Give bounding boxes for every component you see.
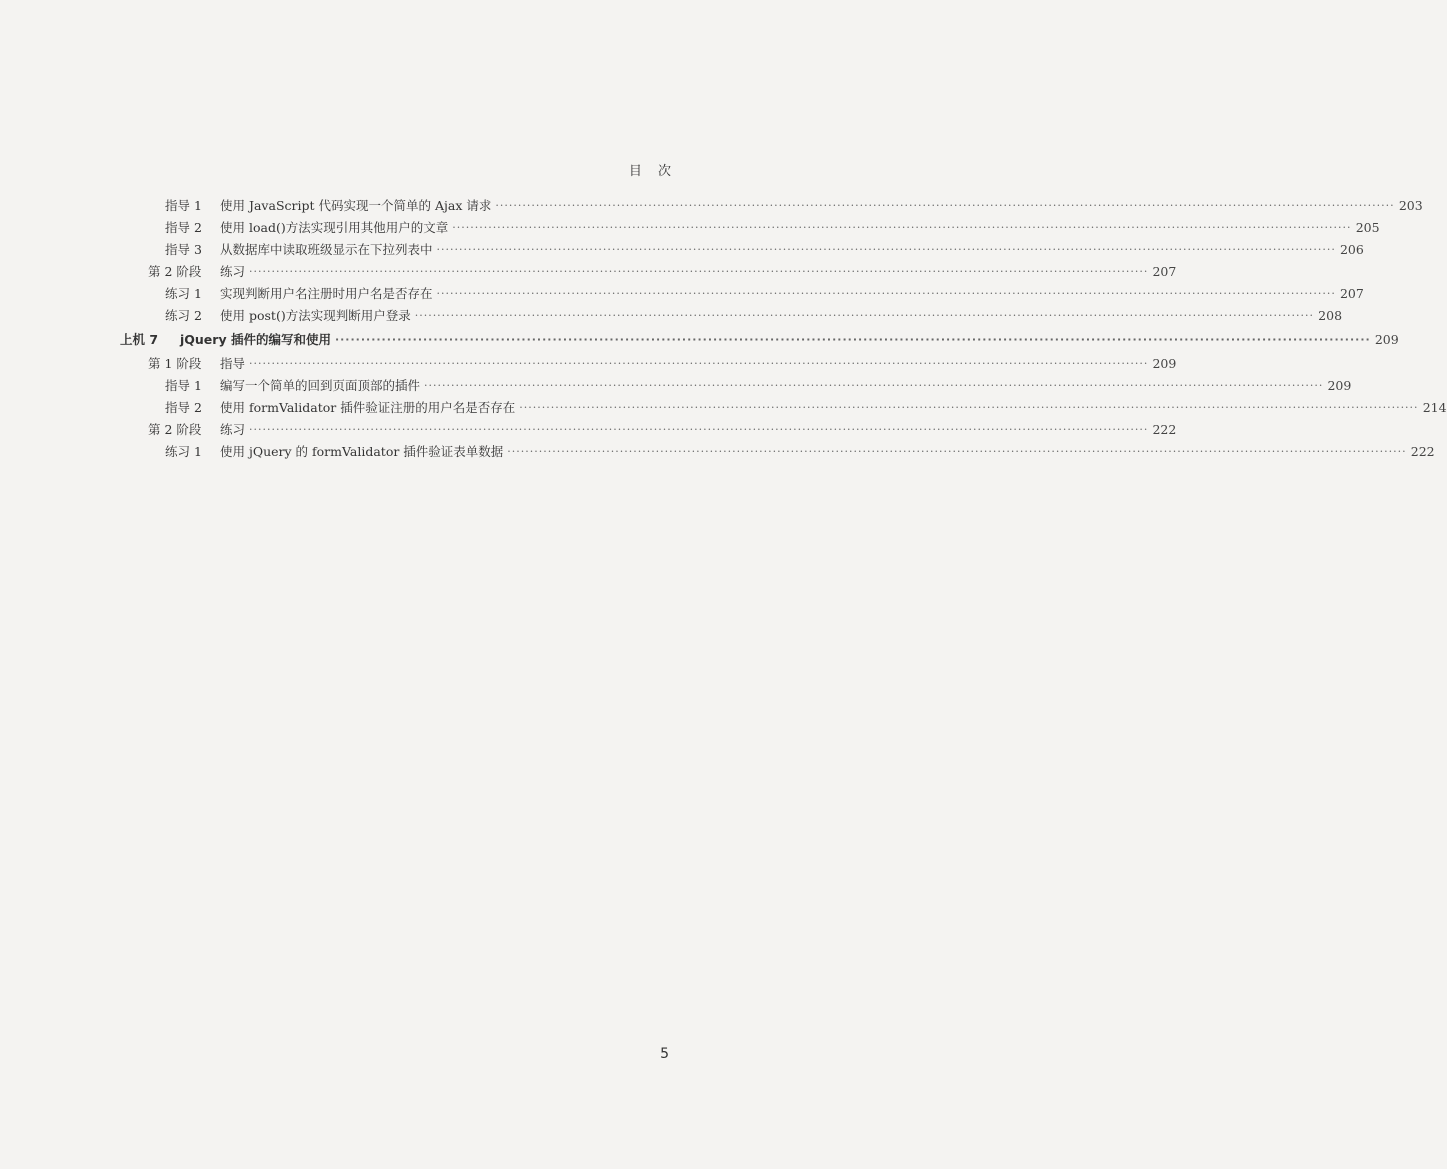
leader-dots: ········································································································································································································ — [249, 265, 1149, 278]
leader-dots: ········································································································································································································ — [249, 423, 1149, 436]
entry-title: 使用 post()方法实现判断用户登录 — [220, 308, 411, 323]
entry-page: 209 — [1152, 356, 1177, 371]
toc-entry — [148, 354, 1177, 374]
leader-dots: ········································································································································································································ — [436, 287, 1336, 300]
entry-number: 练习 1 — [165, 444, 202, 459]
entry-title: 编写一个简单的回到页面顶部的插件 — [220, 378, 421, 393]
entry-number: 指导 3 — [165, 242, 202, 257]
entry-title: 实现判断用户名注册时用户名是否存在 — [220, 286, 433, 301]
leader-dots: ········································································································································································································ — [249, 357, 1149, 370]
entry-number: 上机 7 — [120, 332, 159, 347]
entry-number: 指导 1 — [165, 378, 202, 393]
entry-title: 指导 — [220, 356, 246, 371]
toc-entry — [165, 376, 1352, 396]
entry-number: 指导 2 — [165, 220, 202, 235]
running-header: 目 次 — [628, 164, 677, 179]
leader-dots: ········································································································································································································ — [519, 401, 1419, 414]
toc-entry — [165, 398, 1447, 418]
leader-dots: ········································································································································································································ — [436, 243, 1336, 256]
toc-entry — [165, 442, 1435, 462]
entry-page: 222 — [1152, 422, 1177, 437]
toc-entry — [165, 284, 1364, 304]
entry-number: 第 2 阶段 — [148, 422, 202, 437]
entry-page: 208 — [1318, 308, 1343, 323]
entry-page: 214 — [1422, 400, 1447, 415]
entry-page: 207 — [1339, 286, 1364, 301]
entry-number: 指导 2 — [165, 400, 202, 415]
toc-chapter-entry — [120, 330, 1399, 350]
leader-dots: ········································································································································································································ — [507, 445, 1407, 458]
entry-title: 使用 formValidator 插件验证注册的用户名是否存在 — [220, 400, 516, 415]
entry-page: 222 — [1410, 444, 1435, 459]
leader-dots: ········································································································································································································ — [424, 379, 1324, 392]
entry-page: 203 — [1398, 198, 1423, 213]
entry-page: 207 — [1152, 264, 1177, 279]
entry-page: 209 — [1327, 378, 1352, 393]
entry-page: 205 — [1355, 220, 1380, 235]
toc-entry — [165, 240, 1364, 260]
entry-number: 第 1 阶段 — [148, 356, 202, 371]
entry-number: 指导 1 — [165, 198, 202, 213]
toc-entry — [148, 262, 1177, 282]
entry-number: 练习 2 — [165, 308, 202, 323]
entry-page: 209 — [1374, 332, 1399, 347]
leader-dots: ········································································································································································································ — [334, 333, 1371, 346]
entry-title: 使用 jQuery 的 formValidator 插件验证表单数据 — [220, 444, 504, 459]
entry-title: 使用 load()方法实现引用其他用户的文章 — [220, 220, 449, 235]
entry-title: 练习 — [220, 264, 246, 279]
toc-entry — [165, 196, 1423, 216]
entry-title: 练习 — [220, 422, 246, 437]
entry-page: 206 — [1339, 242, 1364, 257]
entry-title: 使用 JavaScript 代码实现一个简单的 Ajax 请求 — [220, 198, 492, 213]
leader-dots: ········································································································································································································ — [495, 199, 1395, 212]
entry-title: 从数据库中读取班级显示在下拉列表中 — [220, 242, 433, 257]
toc-entry — [165, 306, 1343, 326]
toc-entry — [165, 218, 1380, 238]
page-number: 5 — [660, 1046, 669, 1062]
toc-entry — [148, 420, 1177, 440]
entry-number: 练习 1 — [165, 286, 202, 301]
entry-number: 第 2 阶段 — [148, 264, 202, 279]
leader-dots: ········································································································································································································ — [414, 309, 1315, 322]
leader-dots: ········································································································································································································ — [452, 221, 1352, 234]
entry-title: jQuery 插件的编写和使用 — [180, 332, 331, 347]
